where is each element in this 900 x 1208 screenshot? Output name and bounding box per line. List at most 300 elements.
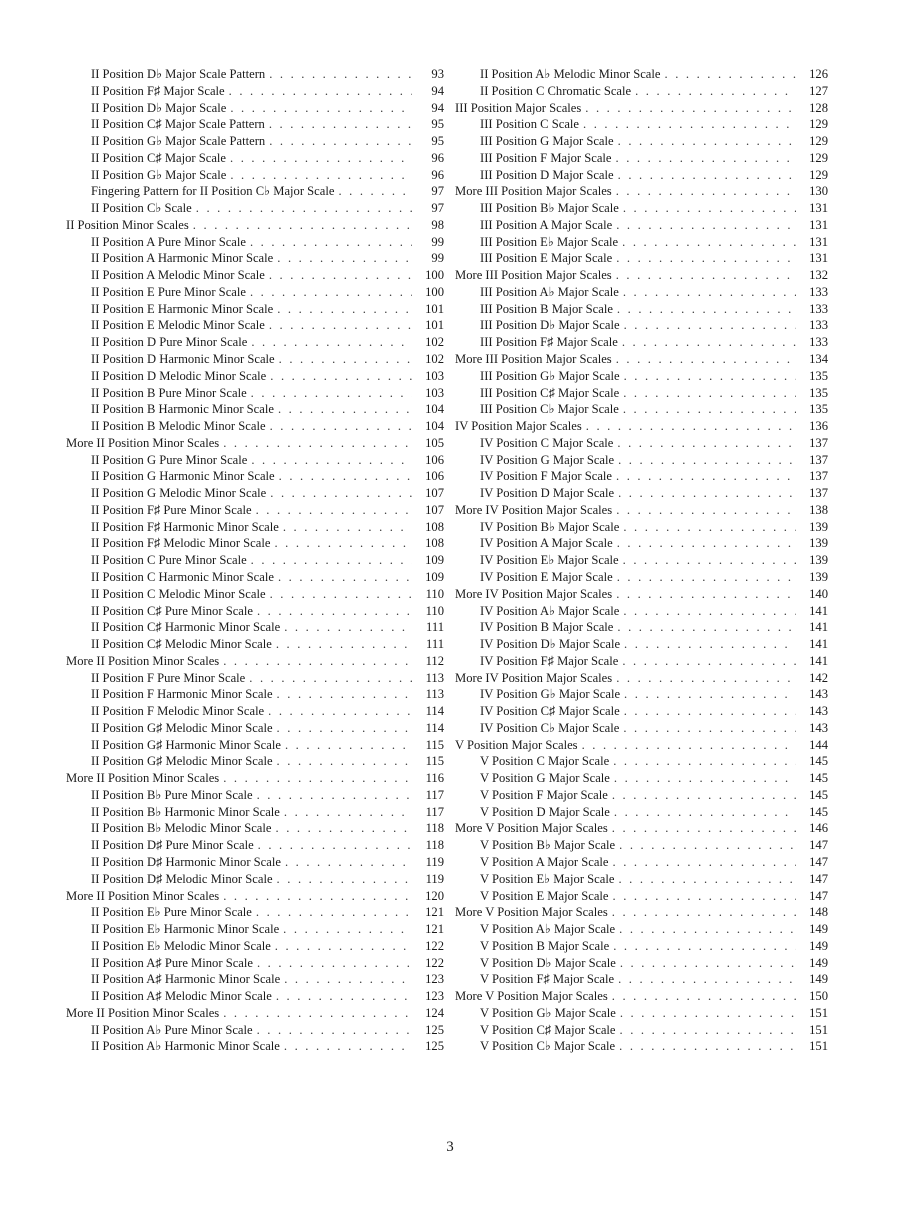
toc-entry-page-number: 117: [425, 787, 444, 802]
toc-entry: [64, 133, 444, 150]
toc-entry-label: V Position E♭ Major Scale: [480, 871, 615, 886]
toc-entry-page-number: 148: [809, 905, 828, 920]
toc-entry-page-number: 122: [425, 938, 444, 953]
dot-leader: [616, 468, 796, 485]
toc-entry-page-number: 111: [426, 637, 444, 652]
toc-entry: [64, 452, 444, 469]
toc-section-heading: [453, 820, 828, 837]
toc-entry-page-number: 147: [809, 854, 828, 869]
dot-leader: [257, 955, 412, 972]
dot-leader: [622, 653, 796, 670]
dot-leader: [623, 519, 796, 536]
toc-entry: [453, 1038, 828, 1055]
toc-entry: [64, 787, 444, 804]
toc-entry-label: IV Position F♯ Major Scale: [480, 653, 619, 668]
page-number: 3: [446, 1139, 454, 1155]
toc-entry: [453, 217, 828, 234]
toc-entry: [64, 938, 444, 955]
dot-leader: [223, 1005, 412, 1022]
toc-entry-label: II Position C Pure Minor Scale: [91, 553, 247, 568]
toc-entry: [64, 284, 444, 301]
toc-entry-label: III Position F Major Scale: [480, 150, 612, 165]
toc-entry-page-number: 112: [425, 653, 444, 668]
toc-entry: [64, 971, 444, 988]
dot-leader: [612, 904, 796, 921]
toc-entry-page-number: 147: [809, 871, 828, 886]
dot-leader: [230, 150, 412, 167]
dot-leader: [285, 737, 412, 754]
toc-entry-label: II Position F Pure Minor Scale: [91, 670, 246, 685]
toc-entry-page-number: 107: [425, 486, 444, 501]
toc-entry-page-number: 102: [425, 335, 444, 350]
toc-entry-page-number: 137: [809, 486, 828, 501]
toc-entry-label: II Position E♭ Pure Minor Scale: [91, 905, 252, 920]
toc-entry-page-number: 94: [431, 100, 444, 115]
toc-entry-page-number: 133: [809, 301, 828, 316]
toc-entry: [64, 351, 444, 368]
toc-entry-label: II Position G♯ Melodic Minor Scale: [91, 754, 273, 769]
toc-entry-page-number: 149: [809, 938, 828, 953]
toc-entry-label: More IV Position Major Scales: [455, 670, 613, 685]
toc-entry: [64, 837, 444, 854]
dot-leader: [616, 502, 796, 519]
toc-section-heading: [453, 502, 828, 519]
dot-leader: [616, 250, 796, 267]
toc-entry: [64, 317, 444, 334]
toc-entry: [453, 250, 828, 267]
dot-leader: [617, 619, 796, 636]
dot-leader: [196, 200, 412, 217]
toc-section-heading: [64, 888, 444, 905]
toc-entry-label: II Position A♭ Harmonic Minor Scale: [91, 1039, 280, 1054]
toc-entry: [453, 686, 828, 703]
toc-entry-label: More III Position Major Scales: [455, 352, 612, 367]
toc-entry: [64, 385, 444, 402]
toc-entry-page-number: 103: [425, 385, 444, 400]
dot-leader: [223, 770, 412, 787]
dot-leader: [613, 938, 796, 955]
toc-entry-page-number: 121: [425, 922, 444, 937]
toc-entry-page-number: 145: [809, 804, 828, 819]
toc-entry: [64, 167, 444, 184]
toc-entry-page-number: 102: [425, 352, 444, 367]
toc-entry-page-number: 109: [425, 569, 444, 584]
toc-entry: [453, 603, 828, 620]
toc-entry-label: III Position C♭ Major Scale: [480, 402, 619, 417]
toc-entry-page-number: 129: [809, 150, 828, 165]
toc-entry: [64, 820, 444, 837]
toc-entry-page-number: 137: [809, 452, 828, 467]
toc-entry: [453, 301, 828, 318]
toc-entry-page-number: 118: [425, 821, 444, 836]
dot-leader: [620, 955, 796, 972]
toc-entry-label: More III Position Major Scales: [455, 184, 612, 199]
dot-leader: [624, 703, 796, 720]
toc-entry: [64, 116, 444, 133]
toc-entry-page-number: 135: [809, 402, 828, 417]
toc-entry-label: II Position A♭ Melodic Minor Scale: [480, 67, 661, 81]
toc-left-column: [64, 66, 444, 1055]
toc-entry-label: More II Position Minor Scales: [66, 1005, 220, 1020]
toc-entry-label: II Position C♯ Major Scale Pattern: [91, 117, 265, 132]
dot-leader: [624, 317, 796, 334]
dot-leader: [251, 552, 412, 569]
toc-entry-page-number: 129: [809, 134, 828, 149]
toc-entry-label: Fingering Pattern for II Position C♭ Major Scale: [91, 184, 335, 199]
toc-entry: [453, 804, 828, 821]
toc-entry-label: III Position F♯ Major Scale: [480, 335, 618, 350]
toc-entry: [64, 871, 444, 888]
toc-entry-page-number: 129: [809, 117, 828, 132]
toc-entry-label: IV Position G Major Scale: [480, 452, 615, 467]
toc-entry-label: V Position G Major Scale: [480, 771, 610, 786]
dot-leader: [279, 468, 412, 485]
dot-leader: [279, 351, 412, 368]
dot-leader: [277, 720, 412, 737]
toc-entry-label: IV Position E Major Scale: [480, 569, 613, 584]
toc-entry: [453, 234, 828, 251]
toc-section-heading: [64, 435, 444, 452]
toc-entry-label: II Position G♯ Harmonic Minor Scale: [91, 737, 281, 752]
toc-entry-page-number: 97: [431, 201, 444, 216]
toc-entry-label: II Position G Harmonic Minor Scale: [91, 469, 275, 484]
toc-entry-label: More IV Position Major Scales: [455, 502, 613, 517]
toc-entry-label: III Position C♯ Major Scale: [480, 385, 620, 400]
toc-entry-label: II Position D♯ Melodic Minor Scale: [91, 871, 273, 886]
toc-entry-label: II Position A♯ Pure Minor Scale: [91, 955, 253, 970]
toc-entry: [453, 83, 828, 100]
toc-entry: [453, 1022, 828, 1039]
toc-entry-page-number: 139: [809, 553, 828, 568]
toc-entry-label: II Position G Pure Minor Scale: [91, 452, 248, 467]
toc-entry-label: II Position Minor Scales: [66, 217, 189, 232]
toc-entry: [64, 636, 444, 653]
dot-leader: [275, 938, 412, 955]
toc-entry-label: III Position G♭ Major Scale: [480, 368, 620, 383]
toc-entry: [64, 854, 444, 871]
toc-entry-label: IV Position D♭ Major Scale: [480, 637, 621, 652]
toc-entry: [453, 955, 828, 972]
toc-entry: [64, 988, 444, 1005]
toc-entry: [453, 133, 828, 150]
dot-leader: [276, 636, 412, 653]
toc-entry: [64, 334, 444, 351]
toc-entry: [64, 535, 444, 552]
toc-entry-label: IV Position A♭ Major Scale: [480, 603, 620, 618]
toc-section-heading: [453, 904, 828, 921]
dot-leader: [223, 888, 412, 905]
toc-section-heading: [64, 653, 444, 670]
dot-leader: [619, 921, 796, 938]
toc-entry-page-number: 106: [425, 469, 444, 484]
toc-entry-page-number: 114: [425, 720, 444, 735]
dot-leader: [270, 368, 412, 385]
dot-leader: [283, 519, 412, 536]
toc-entry: [453, 1005, 828, 1022]
dot-leader: [193, 217, 412, 234]
toc-entry: [453, 535, 828, 552]
toc-entry-label: V Position C♭ Major Scale: [480, 1039, 616, 1054]
toc-entry: [64, 753, 444, 770]
toc-entry-page-number: 131: [809, 217, 828, 232]
toc-entry: [453, 66, 828, 83]
dot-leader: [612, 787, 796, 804]
dot-leader: [622, 234, 796, 251]
toc-entry-label: II Position D♯ Pure Minor Scale: [91, 838, 254, 853]
toc-entry-page-number: 151: [809, 1039, 828, 1054]
toc-entry-label: V Position C Major Scale: [480, 754, 610, 769]
toc-entry: [64, 100, 444, 117]
dot-leader: [223, 435, 412, 452]
dot-leader: [624, 636, 796, 653]
toc-entry-page-number: 146: [809, 821, 828, 836]
toc-entry: [64, 250, 444, 267]
toc-entry-page-number: 151: [809, 1022, 828, 1037]
toc-entry-label: II Position G♭ Major Scale Pattern: [91, 134, 266, 149]
toc-entry-label: III Position D♭ Major Scale: [480, 318, 620, 333]
dot-leader: [616, 150, 796, 167]
toc-entry-page-number: 94: [431, 83, 444, 98]
toc-entry: [453, 317, 828, 334]
dot-leader: [623, 385, 796, 402]
toc-entry-label: II Position B Pure Minor Scale: [91, 385, 247, 400]
toc-entry-label: II Position E Melodic Minor Scale: [91, 318, 265, 333]
toc-entry-page-number: 133: [809, 284, 828, 299]
toc-entry-page-number: 126: [809, 67, 828, 81]
toc-entry-label: II Position C♯ Pure Minor Scale: [91, 603, 253, 618]
dot-leader: [618, 452, 796, 469]
dot-leader: [256, 502, 412, 519]
toc-entry: [453, 703, 828, 720]
toc-entry-label: IV Position C♯ Major Scale: [480, 704, 620, 719]
toc-entry: [64, 603, 444, 620]
dot-leader: [284, 804, 412, 821]
toc-entry-page-number: 106: [425, 452, 444, 467]
toc-entry-page-number: 100: [425, 284, 444, 299]
toc-entry-label: V Position G♭ Major Scale: [480, 1005, 616, 1020]
toc-entry-label: IV Position G♭ Major Scale: [480, 687, 621, 702]
toc-entry: [64, 686, 444, 703]
dot-leader: [582, 737, 796, 754]
dot-leader: [618, 485, 796, 502]
toc-entry: [64, 83, 444, 100]
toc-entry-label: II Position D Harmonic Minor Scale: [91, 352, 275, 367]
toc-entry-label: II Position C♯ Major Scale: [91, 150, 227, 165]
toc-section-heading: [453, 737, 828, 754]
toc-entry: [64, 66, 444, 83]
dot-leader: [269, 133, 412, 150]
toc-entry-label: II Position B Harmonic Minor Scale: [91, 402, 274, 417]
dot-leader: [223, 653, 412, 670]
toc-section-heading: [64, 1005, 444, 1022]
dot-leader: [278, 569, 412, 586]
toc-entry-page-number: 103: [425, 368, 444, 383]
toc-entry-label: II Position C Melodic Minor Scale: [91, 586, 266, 601]
toc-entry-page-number: 133: [809, 318, 828, 333]
dot-leader: [616, 267, 796, 284]
dot-leader: [338, 183, 412, 200]
toc-entry: [453, 753, 828, 770]
toc-entry-page-number: 143: [809, 720, 828, 735]
toc-entry: [64, 703, 444, 720]
dot-leader: [612, 820, 796, 837]
toc-entry-label: II Position G Melodic Minor Scale: [91, 486, 267, 501]
toc-entry-page-number: 101: [425, 301, 444, 316]
dot-leader: [269, 116, 412, 133]
toc-entry-page-number: 131: [809, 234, 828, 249]
dot-leader: [250, 284, 412, 301]
toc-entry-page-number: 151: [809, 1005, 828, 1020]
dot-leader: [618, 133, 796, 150]
toc-entry-page-number: 105: [425, 435, 444, 450]
dot-leader: [256, 904, 412, 921]
toc-entry: [64, 586, 444, 603]
dot-leader: [268, 703, 412, 720]
toc-entry-page-number: 135: [809, 368, 828, 383]
dot-leader: [285, 854, 412, 871]
dot-leader: [277, 686, 412, 703]
toc-entry-label: IV Position C♭ Major Scale: [480, 720, 620, 735]
toc-entry-page-number: 96: [431, 150, 444, 165]
toc-entry-label: II Position A Pure Minor Scale: [91, 234, 246, 249]
toc-entry: [64, 418, 444, 435]
toc-entry-page-number: 98: [431, 217, 444, 232]
toc-entry: [64, 267, 444, 284]
toc-entry-label: V Position Major Scales: [455, 737, 578, 752]
toc-entry-page-number: 118: [425, 838, 444, 853]
toc-entry-label: V Position B♭ Major Scale: [480, 838, 616, 853]
dot-leader: [623, 603, 796, 620]
toc-entry-label: II Position E♭ Melodic Minor Scale: [91, 938, 271, 953]
dot-leader: [622, 334, 796, 351]
dot-leader: [284, 971, 412, 988]
toc-entry-page-number: 134: [809, 352, 828, 367]
toc-section-heading: [453, 100, 828, 117]
toc-entry-page-number: 138: [809, 502, 828, 517]
toc-entry-page-number: 93: [431, 67, 444, 81]
toc-entry-page-number: 99: [431, 234, 444, 249]
dot-leader: [612, 988, 796, 1005]
toc-entry: [453, 284, 828, 301]
toc-entry: [453, 636, 828, 653]
toc-entry-page-number: 117: [425, 804, 444, 819]
dot-leader: [623, 720, 796, 737]
dot-leader: [623, 401, 796, 418]
toc-entry-label: II Position G♭ Major Scale: [91, 167, 227, 182]
toc-entry: [453, 385, 828, 402]
toc-entry: [453, 485, 828, 502]
toc-entry-label: II Position B Melodic Minor Scale: [91, 419, 266, 434]
toc-entry: [64, 955, 444, 972]
toc-entry: [453, 519, 828, 536]
toc-entry: [64, 1038, 444, 1055]
dot-leader: [618, 167, 796, 184]
toc-entry-page-number: 111: [426, 620, 444, 635]
toc-entry-label: II Position F Melodic Minor Scale: [91, 704, 265, 719]
toc-entry-page-number: 116: [425, 771, 444, 786]
dot-leader: [617, 435, 796, 452]
toc-entry-label: More II Position Minor Scales: [66, 435, 220, 450]
toc-entry-page-number: 141: [809, 637, 828, 652]
toc-entry-page-number: 124: [425, 1005, 444, 1020]
dot-leader: [617, 301, 796, 318]
toc-entry-label: III Position D Major Scale: [480, 167, 614, 182]
toc-entry-page-number: 119: [425, 871, 444, 886]
toc-entry-page-number: 95: [431, 117, 444, 132]
toc-entry-page-number: 115: [425, 754, 444, 769]
toc-entry-label: IV Position B♭ Major Scale: [480, 519, 620, 534]
dot-leader: [616, 183, 796, 200]
dot-leader: [613, 854, 796, 871]
toc-entry-label: II Position C Chromatic Scale: [480, 83, 632, 98]
dot-leader: [277, 301, 412, 318]
toc-entry-page-number: 149: [809, 955, 828, 970]
toc-entry-page-number: 137: [809, 435, 828, 450]
toc-entry: [453, 569, 828, 586]
toc-entry: [453, 871, 828, 888]
dot-leader: [230, 100, 412, 117]
toc-entry-page-number: 109: [425, 553, 444, 568]
toc-entry-page-number: 104: [425, 402, 444, 417]
toc-entry-label: IV Position C Major Scale: [480, 435, 614, 450]
toc-entry: [453, 334, 828, 351]
toc-entry: [64, 234, 444, 251]
dot-leader: [635, 83, 796, 100]
toc-entry-page-number: 149: [809, 922, 828, 937]
toc-entry-page-number: 132: [809, 268, 828, 283]
dot-leader: [614, 804, 796, 821]
toc-entry: [64, 468, 444, 485]
dot-leader: [585, 100, 796, 117]
toc-entry-label: V Position F Major Scale: [480, 787, 608, 802]
toc-entry-page-number: 131: [809, 251, 828, 266]
toc-section-heading: [453, 586, 828, 603]
toc-entry-label: V Position D♭ Major Scale: [480, 955, 616, 970]
toc-entry-page-number: 101: [425, 318, 444, 333]
dot-leader: [284, 619, 412, 636]
toc-entry-page-number: 123: [425, 989, 444, 1004]
toc-entry-label: II Position F Harmonic Minor Scale: [91, 687, 273, 702]
dot-leader: [251, 334, 412, 351]
dot-leader: [617, 569, 796, 586]
toc-entry: [453, 150, 828, 167]
toc-entry: [64, 904, 444, 921]
toc-entry-page-number: 95: [431, 134, 444, 149]
toc-entry-page-number: 127: [809, 83, 828, 98]
toc-entry-page-number: 100: [425, 268, 444, 283]
toc-section-heading: [453, 670, 828, 687]
toc-entry-page-number: 96: [431, 167, 444, 182]
toc-entry-label: V Position A Major Scale: [480, 854, 609, 869]
toc-entry-label: II Position E♭ Harmonic Minor Scale: [91, 922, 280, 937]
toc-entry: [453, 401, 828, 418]
toc-entry: [453, 921, 828, 938]
dot-leader: [619, 1038, 796, 1055]
toc-entry: [453, 368, 828, 385]
toc-entry-label: II Position C♯ Harmonic Minor Scale: [91, 620, 281, 635]
toc-entry-label: II Position D♭ Major Scale: [91, 100, 227, 115]
toc-entry-label: II Position D♯ Harmonic Minor Scale: [91, 854, 281, 869]
toc-entry-page-number: 141: [809, 603, 828, 618]
toc-entry: [64, 183, 444, 200]
toc-entry: [453, 938, 828, 955]
toc-entry-page-number: 120: [425, 888, 444, 903]
dot-leader: [620, 1022, 797, 1039]
dot-leader: [624, 686, 796, 703]
toc-entry-label: V Position D Major Scale: [480, 804, 610, 819]
toc-entry-label: III Position C Scale: [480, 117, 579, 132]
toc-entry-page-number: 150: [809, 989, 828, 1004]
